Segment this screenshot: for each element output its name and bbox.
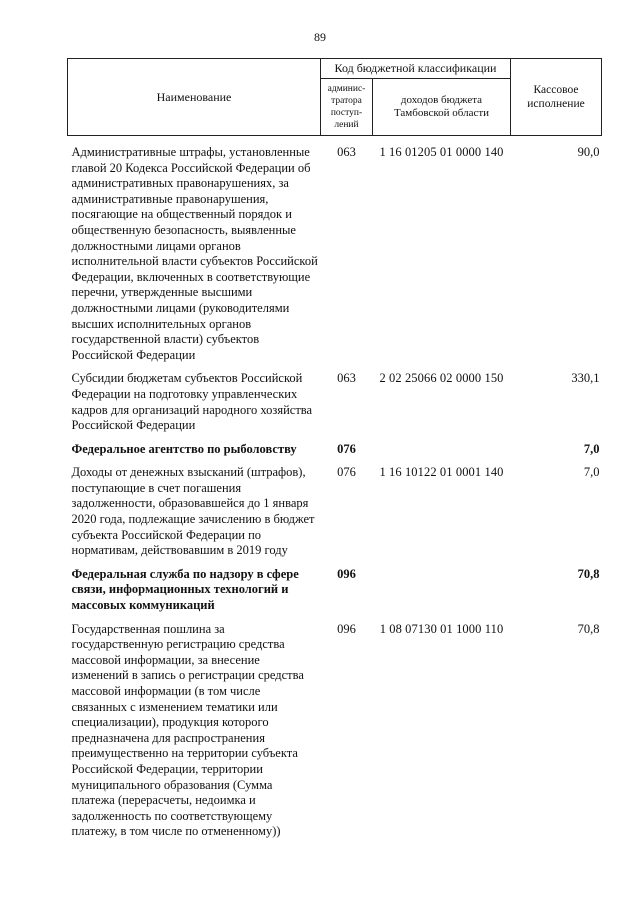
row-income-code: 2 02 25066 02 0000 150 (379, 371, 504, 386)
header-name: Наименование (68, 59, 321, 136)
row-admin-code: 063 (337, 145, 356, 159)
row-amount: 70,8 (577, 566, 600, 581)
row-income-code (373, 434, 511, 458)
header-income-code (373, 79, 511, 136)
row-amount: 330,1 (571, 371, 600, 386)
table-row (68, 136, 602, 364)
header-execution-text: Кассовое исполнение (527, 84, 585, 110)
row-amount: 7,0 (583, 465, 600, 480)
header-code-group: Код бюджетной классификации (321, 59, 511, 79)
row-name: Государственная пошлина за государственную регистрацию средства массовой информации, за внесение изменений в запись о регистрации средства массовой информации (в том числе связанных с изменением тематики или специализации), продукция которого предназначена для распространения преимущественно на территории субъекта Российской Федерации, территории муниципального образования (Сумма платежа (перерасчеты, недоимка и задолженность по соответствующему платежу, в том числе по отмененному)) (71, 621, 304, 839)
header-income-code-text: доходов бюджета Тамбовской области (393, 94, 490, 119)
table-row (68, 559, 602, 614)
row-admin-code: 063 (337, 371, 356, 386)
row-admin-code: 076 (337, 441, 356, 456)
header-execution (511, 59, 602, 136)
row-name: Административные штрафы, установленные главой 20 Кодекса Российской Федерации об административных правонарушениях, за административные правонарушения, посягающие на общественный порядок и общественную безопасность, выявленные должностными лицами органов исполнительной власти субъектов Российской Федерации, включенных в соответствующие перечни, утвержденные высшими должностными лицами (руководителями высших исполнительных органов государственной власти) субъектов Российской Федерации (71, 145, 318, 362)
table-row (68, 457, 602, 559)
table-row (68, 363, 602, 433)
row-amount: 90,0 (577, 145, 600, 159)
row-income-code (373, 559, 511, 614)
row-admin-code: 096 (337, 621, 356, 636)
page-number: 89 (314, 30, 326, 44)
table-row (68, 434, 602, 458)
row-name: Федеральное агентство по рыболовству (71, 441, 297, 456)
table-row (68, 614, 602, 840)
header-administrator (321, 79, 373, 136)
row-admin-code: 076 (337, 465, 356, 480)
row-income-code: 1 16 01205 01 0000 140 (379, 145, 504, 159)
row-amount: 70,8 (577, 621, 600, 636)
row-name: Доходы от денежных взысканий (штрафов), поступающие в счет погашения задолженности, образовавшейся до 1 января 2020 года, подлежащие зачислению в бюджет субъекта Российской Федерации по нормативам, действовавшим в 2019 году (71, 465, 315, 558)
row-name: Федеральная служба по надзору в сфере связи, информационных технологий и массовых коммуникаций (71, 566, 299, 613)
row-income-code: 1 08 07130 01 1000 110 (379, 621, 504, 636)
row-amount: 7,0 (583, 441, 600, 456)
row-admin-code: 096 (337, 566, 356, 581)
row-income-code: 1 16 10122 01 0001 140 (379, 465, 504, 480)
row-name: Субсидии бюджетам субъектов Российской Федерации на подготовку управленческих кадров для организаций народного хозяйства Российской Федерации (71, 371, 313, 433)
budget-classification-table (67, 58, 602, 840)
header-administrator-text: админис- тратора поступ- лений (327, 84, 366, 130)
